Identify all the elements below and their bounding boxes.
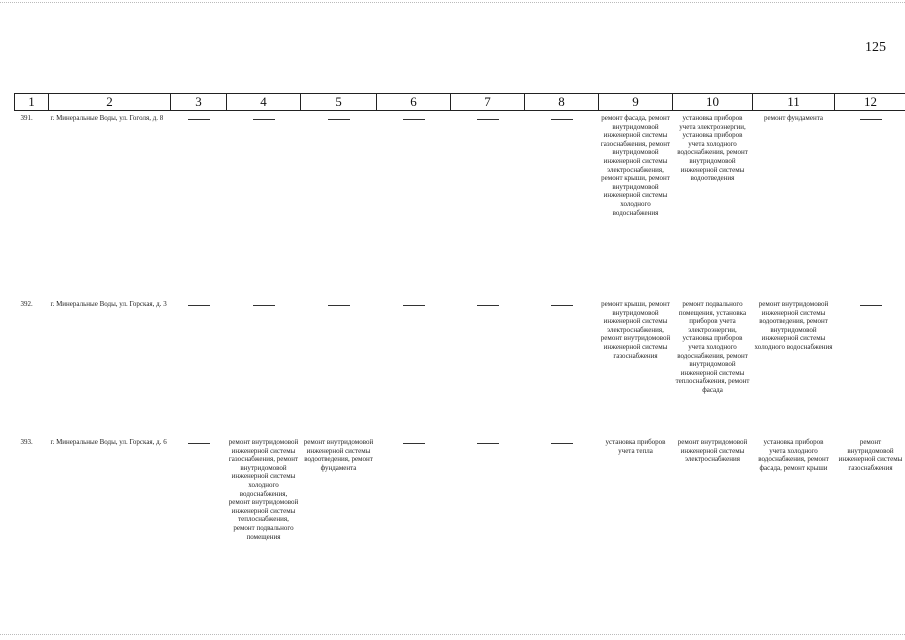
cell-empty (227, 111, 301, 298)
column-header: 3 (171, 94, 227, 111)
cell-empty (835, 111, 905, 298)
dash-mark (860, 305, 882, 306)
column-header: 5 (301, 94, 377, 111)
dash-mark (403, 119, 425, 120)
cell-works: ремонт внутридомовой инженерной системы газоснабжения (838, 438, 903, 472)
cell-empty (377, 111, 451, 298)
column-header: 6 (377, 94, 451, 111)
cell-works: установка приборов учета холодного водоснабжения, ремонт фасада, ремонт крыши (758, 438, 829, 472)
dash-mark (253, 119, 275, 120)
cell-works: ремонт внутридомовой инженерной системы газоснабжения, ремонт внутридомовой инженерной системы холодного водоснабжения, ремонт внутридомовой инженерной системы теплоснабжения, ремонт подвального помещения (228, 438, 299, 541)
cell-empty (171, 297, 227, 435)
dash-mark (403, 443, 425, 444)
cell-empty (171, 435, 227, 613)
dash-mark (477, 119, 499, 120)
row-address: г. Минеральные Воды, ул. Горская, д. 6 (50, 438, 167, 446)
cell-empty (525, 111, 599, 298)
cell-empty (525, 297, 599, 435)
cell-works: установка приборов учета электроэнергии, установка приборов учета холодного водоснабжения, ремонт внутридомовой инженерной системы водоотведения (677, 114, 748, 183)
column-header: 9 (599, 94, 673, 111)
dash-mark (188, 443, 210, 444)
dash-mark (253, 305, 275, 306)
cell-works: ремонт внутридомовой инженерной системы водоотведения, ремонт фундамента (303, 438, 374, 472)
column-header: 4 (227, 94, 301, 111)
cell-empty (451, 297, 525, 435)
dash-mark (188, 305, 210, 306)
column-header: 10 (673, 94, 753, 111)
cell-empty (525, 435, 599, 613)
scan-edge-top (0, 2, 905, 3)
column-header: 2 (49, 94, 171, 111)
cell-works: ремонт внутридомовой инженерной системы водоотведения, ремонт внутридомовой инженерной системы холодного водоснабжения (754, 300, 833, 351)
cell-empty (451, 435, 525, 613)
column-header: 7 (451, 94, 525, 111)
dash-mark (551, 119, 573, 120)
dash-mark (328, 305, 350, 306)
cell-empty (835, 297, 905, 435)
cell-works: ремонт подвального помещения, установка приборов учета электроэнергии, установка приборов учета холодного водоснабжения, ремонт внутридомовой инженерной системы теплоснабжения, ремонт фасада (675, 300, 750, 394)
column-header: 1 (15, 94, 49, 111)
cell-works: ремонт внутридомовой инженерной системы электроснабжения (677, 438, 748, 464)
scan-edge-bottom (0, 634, 905, 635)
column-header: 12 (835, 94, 905, 111)
dash-mark (328, 119, 350, 120)
column-header: 11 (753, 94, 835, 111)
dash-mark (860, 119, 882, 120)
dash-mark (403, 305, 425, 306)
dash-mark (477, 443, 499, 444)
row-number: 393. (20, 438, 33, 446)
row-number: 391. (20, 114, 33, 122)
table-row (15, 435, 905, 613)
cell-empty (171, 111, 227, 298)
cell-works: установка приборов учета тепла (605, 438, 666, 455)
table-row (15, 111, 905, 298)
cell-works: ремонт фасада, ремонт внутридомовой инженерной системы газоснабжения, ремонт внутридомовой инженерной системы электроснабжения, ремонт крыши, ремонт внутридомовой инженерной системы холодного водоснабжения (600, 114, 671, 217)
cell-empty (451, 111, 525, 298)
column-number-row (15, 94, 905, 111)
dash-mark (551, 305, 573, 306)
cell-empty (377, 297, 451, 435)
row-address: г. Минеральные Воды, ул. Гоголя, д. 8 (50, 114, 164, 122)
cell-empty (301, 297, 377, 435)
cell-empty (227, 297, 301, 435)
capital-repair-table (14, 93, 905, 613)
row-address: г. Минеральные Воды, ул. Горская, д. 3 (50, 300, 167, 308)
table-row (15, 297, 905, 435)
cell-empty (377, 435, 451, 613)
dash-mark (188, 119, 210, 120)
cell-works: ремонт фундамента (764, 114, 823, 122)
dash-mark (477, 305, 499, 306)
cell-works: ремонт крыши, ремонт внутридомовой инженерной системы электроснабжения, ремонт внутридомовой инженерной системы газоснабжения (600, 300, 671, 360)
cell-empty (301, 111, 377, 298)
dash-mark (551, 443, 573, 444)
column-header: 8 (525, 94, 599, 111)
page-number: 125 (865, 40, 886, 55)
row-number: 392. (20, 300, 33, 308)
